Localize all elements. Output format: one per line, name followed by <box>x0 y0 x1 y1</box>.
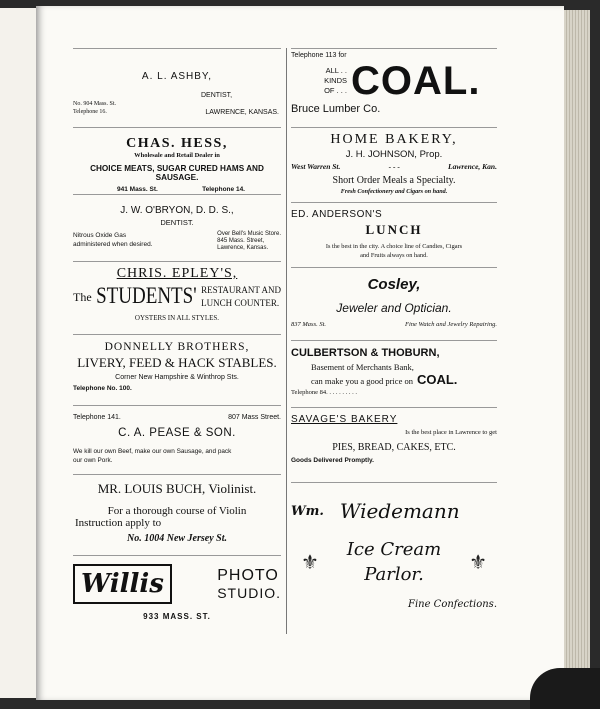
donnelly-telephone: Telephone No. 100. <box>73 385 132 392</box>
buch-address: No. 1004 New Jersey St. <box>127 533 227 544</box>
savage-line2: PIES, BREAD, CAKES, ETC. <box>332 442 456 453</box>
ad-culbertson <box>291 341 497 407</box>
anderson-name: ED. ANDERSON'S <box>291 209 383 220</box>
donnelly-name: DONNELLY BROTHERS, <box>104 341 250 353</box>
epley-line1: RESTAURANT AND <box>201 285 281 295</box>
coal-of: OF . . . <box>324 86 347 95</box>
obryon-name: J. W. O'BRYON, D. D. S., <box>120 205 234 216</box>
bakery-fresh: Fresh Confectionery and Cigars on hand. <box>340 188 448 195</box>
culbertson-dots: . . . . . . . . . <box>329 389 357 396</box>
culbertson-line2: can make you a good price on <box>311 376 413 386</box>
wiedemann-wm: Wm. <box>291 503 324 519</box>
ad-buch <box>73 475 281 555</box>
page-stack-edge <box>564 10 590 698</box>
wiedemann-line3: Fine Confections. <box>408 599 497 610</box>
ashby-address: No. 904 Mass. St. <box>73 101 117 107</box>
ad-hess <box>73 128 281 194</box>
ad-cosley <box>291 268 497 340</box>
ad-donnelly <box>73 335 281 405</box>
pease-telephone: Telephone 141. <box>73 414 121 421</box>
epley-the: The <box>73 289 92 304</box>
epley-name: CHRIS. EPLEY'S, <box>116 266 238 281</box>
hess-line1: Wholesale and Retail Dealer in <box>134 152 220 159</box>
obryon-left2: administered when desired. <box>73 241 153 248</box>
pease-line2: our own Pork. <box>73 457 113 464</box>
hess-name: CHAS. HESS, <box>126 136 228 151</box>
obryon-right1: Over Bell's Music Store. <box>217 231 281 237</box>
ad-wiedemann <box>291 483 497 633</box>
left-flourish-icon: ⚜ <box>301 551 319 574</box>
ashby-telephone: Telephone 16. <box>73 109 107 115</box>
ad-pease <box>73 406 281 474</box>
ad-ashby <box>73 49 281 127</box>
right-flourish-icon: ⚜ <box>469 551 487 574</box>
pease-line1: We kill our own Beef, make our own Sausage, and pack <box>73 448 232 455</box>
anderson-lunch: LUNCH <box>365 222 423 237</box>
savage-name: SAVAGE'S BAKERY <box>291 414 398 425</box>
obryon-right2: 845 Mass. Street, <box>217 238 265 244</box>
ashby-city: LAWRENCE, KANSAS. <box>205 109 279 116</box>
ashby-title: DENTIST, <box>201 92 233 99</box>
buch-line1: For a thorough course of Violin <box>107 505 247 517</box>
culbertson-name: CULBERTSON & THOBURN, <box>291 347 440 359</box>
left-column <box>73 48 281 636</box>
right-column <box>291 48 497 633</box>
buch-line2: Instruction apply to <box>75 517 162 529</box>
bakery-prop: J. H. JOHNSON, Prop. <box>345 149 443 160</box>
thumb <box>530 668 600 709</box>
wiedemann-line1: Ice Cream <box>346 539 442 560</box>
ashby-name: A. L. ASHBY, <box>141 71 213 82</box>
willis-studio: STUDIO. <box>217 585 281 601</box>
hess-address: 941 Mass. St. <box>117 186 158 193</box>
obryon-left1: Nitrous Oxide Gas <box>73 232 127 239</box>
culbertson-telephone: Telephone 84. <box>291 389 328 396</box>
epley-students: STUDENTS' <box>96 283 197 309</box>
culbertson-coal: COAL. <box>416 372 458 387</box>
facing-page-edge <box>0 8 41 698</box>
ad-bruce-coal <box>291 49 497 127</box>
hess-telephone: Telephone 14. <box>202 186 245 193</box>
cosley-tagline: Fine Watch and Jewelry Repairing. <box>404 321 497 328</box>
ad-home-bakery <box>291 128 497 202</box>
ad-obryon <box>73 195 281 261</box>
epley-line2: LUNCH COUNTER. <box>201 298 280 308</box>
wiedemann-name: Wiedemann <box>339 499 460 523</box>
pease-name: C. A. PEASE & SON. <box>118 427 236 439</box>
cosley-line1: Jeweler and Optician. <box>336 301 452 315</box>
savage-line3: Goods Delivered Promptly. <box>291 457 374 464</box>
donnelly-line1: LIVERY, FEED & HACK STABLES. <box>77 355 277 370</box>
coal-company: Bruce Lumber Co. <box>291 103 381 115</box>
savage-line1: Is the best place in Lawrence to get <box>405 429 497 436</box>
willis-address: 933 MASS. ST. <box>143 612 211 621</box>
bakery-name: HOME BAKERY, <box>330 132 458 147</box>
bakery-street: West Warren St. <box>291 162 341 171</box>
pease-street: 807 Mass Street. <box>228 414 281 421</box>
hess-line2: CHOICE MEATS, SUGAR CURED HAMS AND SAUSAGE. <box>90 164 264 182</box>
buch-name: MR. LOUIS BUCH, Violinist. <box>97 481 257 496</box>
donnelly-address: Corner New Hampshire & Winthrop Sts. <box>115 374 239 381</box>
obryon-title: DENTIST. <box>160 218 194 227</box>
ad-anderson <box>291 203 497 267</box>
ad-savage <box>291 408 497 482</box>
coal-telephone: Telephone 113 for <box>291 52 347 59</box>
wiedemann-line2: Parlor. <box>364 564 424 585</box>
epley-oysters: OYSTERS IN ALL STYLES. <box>134 314 220 322</box>
coal-kinds: KINDS <box>324 76 347 85</box>
ad-epley <box>73 262 281 334</box>
column-divider <box>286 48 287 634</box>
anderson-line2: and Fruits always on hand. <box>360 252 428 259</box>
anderson-line1: Is the best in the city. A choice line of Candies, Cigars <box>325 243 463 250</box>
cosley-name: Cosley, <box>367 276 421 293</box>
ad-willis <box>73 556 281 636</box>
culbertson-line1: Basement of Merchants Bank, <box>311 362 414 372</box>
willis-photo: PHOTO <box>217 567 279 584</box>
coal-all: ALL . . <box>325 66 347 75</box>
cosley-address: 837 Mass. St. <box>291 321 327 328</box>
coal-word: COAL. <box>351 59 481 103</box>
willis-logo: Willis <box>73 564 172 604</box>
bakery-city: Lawrence, Kan. <box>448 162 497 171</box>
obryon-right3: Lawrence, Kansas. <box>217 245 269 251</box>
bakery-dashes: - - - <box>388 162 400 171</box>
bakery-meals: Short Order Meals a Specialty. <box>332 175 456 186</box>
